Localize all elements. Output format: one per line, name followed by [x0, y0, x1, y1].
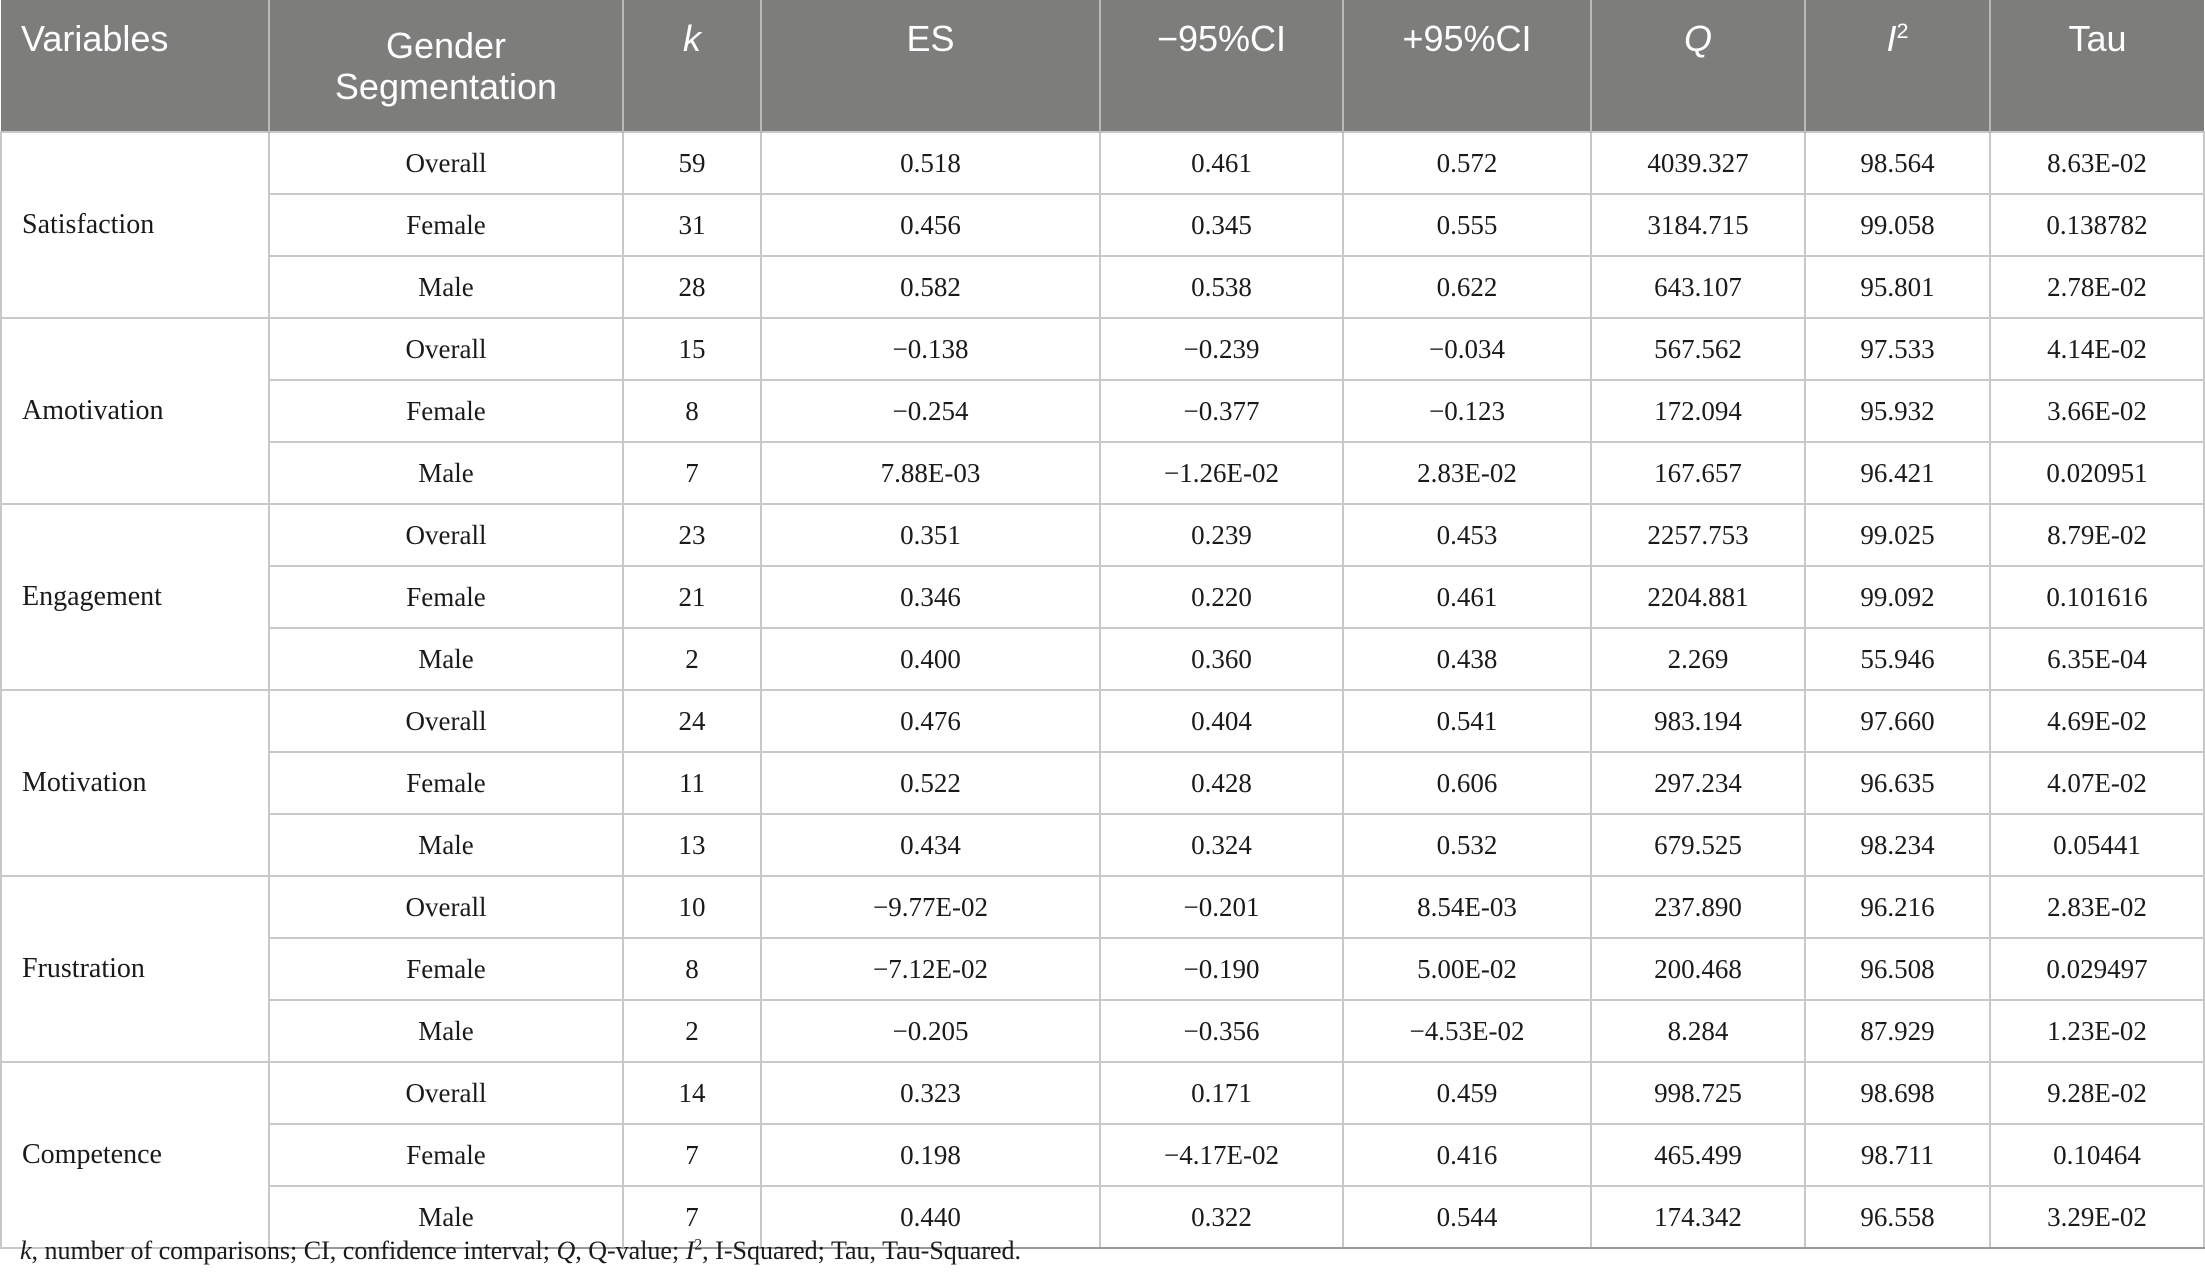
- cell-i2: 98.234: [1805, 814, 1990, 876]
- cell-ci-high: 0.453: [1343, 504, 1591, 566]
- cell-ci-low: 0.360: [1100, 628, 1343, 690]
- cell-segment: Female: [269, 1124, 623, 1186]
- cell-ci-low: 0.322: [1100, 1186, 1343, 1248]
- header-row: [1, 0, 2204, 132]
- cell-tau: 9.28E-02: [1990, 1062, 2204, 1124]
- cell-segment: Male: [269, 442, 623, 504]
- cell-tau: 0.020951: [1990, 442, 2204, 504]
- header-i2-superscript: 2: [1896, 18, 1909, 43]
- cell-es: 0.351: [761, 504, 1100, 566]
- cell-q: 2204.881: [1591, 566, 1805, 628]
- cell-es: 0.440: [761, 1186, 1100, 1248]
- cell-tau: 0.029497: [1990, 938, 2204, 1000]
- header-variables: Variables: [1, 0, 269, 132]
- variable-cell: Competence: [1, 1062, 269, 1248]
- cell-es: −0.254: [761, 380, 1100, 442]
- cell-segment: Male: [269, 256, 623, 318]
- header-k-label: k: [683, 18, 701, 59]
- cell-es: −9.77E-02: [761, 876, 1100, 938]
- cell-q: 643.107: [1591, 256, 1805, 318]
- header-gender-segmentation: [269, 0, 623, 132]
- header-es: ES: [761, 0, 1100, 132]
- cell-ci-high: 0.544: [1343, 1186, 1591, 1248]
- cell-ci-low: 0.428: [1100, 752, 1343, 814]
- footnote-i-superscript: 2: [694, 1236, 703, 1254]
- cell-ci-low: 0.404: [1100, 690, 1343, 752]
- cell-i2: 97.533: [1805, 318, 1990, 380]
- cell-i2: 99.058: [1805, 194, 1990, 256]
- cell-ci-low: 0.461: [1100, 132, 1343, 194]
- cell-tau: 3.29E-02: [1990, 1186, 2204, 1248]
- cell-q: 998.725: [1591, 1062, 1805, 1124]
- table-row: [1, 814, 2204, 876]
- cell-k: 11: [623, 752, 761, 814]
- cell-i2: 99.025: [1805, 504, 1990, 566]
- cell-k: 7: [623, 1186, 761, 1248]
- cell-i2: 96.216: [1805, 876, 1990, 938]
- cell-ci-low: 0.220: [1100, 566, 1343, 628]
- cell-ci-low: −0.356: [1100, 1000, 1343, 1062]
- header-q: [1591, 0, 1805, 132]
- cell-tau: 8.79E-02: [1990, 504, 2204, 566]
- cell-i2: 98.711: [1805, 1124, 1990, 1186]
- cell-tau: 0.138782: [1990, 194, 2204, 256]
- cell-tau: 0.10464: [1990, 1124, 2204, 1186]
- cell-q: 465.499: [1591, 1124, 1805, 1186]
- cell-i2: 98.698: [1805, 1062, 1990, 1124]
- cell-segment: Male: [269, 1000, 623, 1062]
- footnote-i-symbol: I: [685, 1236, 695, 1265]
- cell-q: 4039.327: [1591, 132, 1805, 194]
- table-row: [1, 380, 2204, 442]
- table-row: [1, 132, 2204, 194]
- cell-ci-low: −1.26E-02: [1100, 442, 1343, 504]
- cell-i2: 95.801: [1805, 256, 1990, 318]
- cell-ci-high: 8.54E-03: [1343, 876, 1591, 938]
- cell-q: 679.525: [1591, 814, 1805, 876]
- cell-tau: 0.101616: [1990, 566, 2204, 628]
- table-row: [1, 876, 2204, 938]
- header-i2: [1805, 0, 1990, 132]
- cell-tau: 4.07E-02: [1990, 752, 2204, 814]
- cell-k: 28: [623, 256, 761, 318]
- header-i2-label: I: [1886, 18, 1897, 59]
- cell-segment: Male: [269, 1186, 623, 1248]
- cell-i2: 96.508: [1805, 938, 1990, 1000]
- cell-tau: 6.35E-04: [1990, 628, 2204, 690]
- cell-q: 172.094: [1591, 380, 1805, 442]
- footnote-k-symbol: k: [20, 1236, 32, 1265]
- cell-segment: Female: [269, 566, 623, 628]
- cell-k: 23: [623, 504, 761, 566]
- variable-cell: Amotivation: [1, 318, 269, 504]
- cell-tau: 4.14E-02: [1990, 318, 2204, 380]
- table-row: [1, 690, 2204, 752]
- cell-i2: 96.421: [1805, 442, 1990, 504]
- cell-tau: 0.05441: [1990, 814, 2204, 876]
- cell-ci-high: 0.622: [1343, 256, 1591, 318]
- cell-ci-low: −0.201: [1100, 876, 1343, 938]
- cell-ci-high: 5.00E-02: [1343, 938, 1591, 1000]
- cell-ci-high: −4.53E-02: [1343, 1000, 1591, 1062]
- cell-es: 0.323: [761, 1062, 1100, 1124]
- cell-ci-high: −0.034: [1343, 318, 1591, 380]
- cell-q: 200.468: [1591, 938, 1805, 1000]
- cell-q: 8.284: [1591, 1000, 1805, 1062]
- cell-i2: 99.092: [1805, 566, 1990, 628]
- cell-es: 0.518: [761, 132, 1100, 194]
- cell-segment: Female: [269, 380, 623, 442]
- table-row: [1, 1062, 2204, 1124]
- cell-ci-high: 0.572: [1343, 132, 1591, 194]
- cell-ci-low: 0.239: [1100, 504, 1343, 566]
- table-row: [1, 318, 2204, 380]
- cell-ci-low: 0.345: [1100, 194, 1343, 256]
- cell-tau: 4.69E-02: [1990, 690, 2204, 752]
- cell-es: −7.12E-02: [761, 938, 1100, 1000]
- cell-k: 10: [623, 876, 761, 938]
- header-q-label: Q: [1683, 18, 1712, 59]
- cell-ci-high: 0.416: [1343, 1124, 1591, 1186]
- cell-ci-high: 0.461: [1343, 566, 1591, 628]
- table-body: [1, 132, 2204, 1248]
- cell-es: −0.205: [761, 1000, 1100, 1062]
- variable-cell: Motivation: [1, 690, 269, 876]
- footnote-q-text: , Q-value;: [575, 1236, 686, 1265]
- cell-q: 983.194: [1591, 690, 1805, 752]
- cell-k: 7: [623, 1124, 761, 1186]
- cell-segment: Overall: [269, 504, 623, 566]
- cell-ci-high: 0.555: [1343, 194, 1591, 256]
- cell-i2: 96.635: [1805, 752, 1990, 814]
- variable-cell: Satisfaction: [1, 132, 269, 318]
- cell-ci-low: −0.239: [1100, 318, 1343, 380]
- cell-k: 2: [623, 628, 761, 690]
- cell-k: 15: [623, 318, 761, 380]
- table-row: [1, 256, 2204, 318]
- cell-ci-high: 0.438: [1343, 628, 1591, 690]
- footnote-i-text: , I-Squared; Tau, Tau-Squared.: [702, 1236, 1022, 1265]
- cell-segment: Overall: [269, 318, 623, 380]
- cell-ci-high: 2.83E-02: [1343, 442, 1591, 504]
- cell-i2: 95.932: [1805, 380, 1990, 442]
- header-ci-low: −95%CI: [1100, 0, 1343, 132]
- cell-i2: 55.946: [1805, 628, 1990, 690]
- cell-segment: Overall: [269, 876, 623, 938]
- cell-k: 2: [623, 1000, 761, 1062]
- table-row: [1, 566, 2204, 628]
- cell-i2: 96.558: [1805, 1186, 1990, 1248]
- header-k: [623, 0, 761, 132]
- cell-segment: Male: [269, 628, 623, 690]
- cell-segment: Overall: [269, 1062, 623, 1124]
- header-tau: Tau: [1990, 0, 2204, 132]
- table-row: [1, 1000, 2204, 1062]
- variable-cell: Engagement: [1, 504, 269, 690]
- cell-es: 0.582: [761, 256, 1100, 318]
- cell-q: 237.890: [1591, 876, 1805, 938]
- cell-segment: Female: [269, 194, 623, 256]
- table-row: [1, 628, 2204, 690]
- cell-i2: 97.660: [1805, 690, 1990, 752]
- cell-tau: 2.78E-02: [1990, 256, 2204, 318]
- cell-es: 0.434: [761, 814, 1100, 876]
- table-row: [1, 752, 2204, 814]
- cell-k: 13: [623, 814, 761, 876]
- cell-ci-high: 0.541: [1343, 690, 1591, 752]
- footnote-k-text: , number of comparisons; CI, confidence interval;: [31, 1236, 557, 1265]
- variable-cell: Frustration: [1, 876, 269, 1062]
- table-row: [1, 194, 2204, 256]
- cell-tau: 2.83E-02: [1990, 876, 2204, 938]
- cell-ci-low: 0.171: [1100, 1062, 1343, 1124]
- cell-q: 2257.753: [1591, 504, 1805, 566]
- footnote-q-symbol: Q: [556, 1236, 576, 1265]
- cell-k: 59: [623, 132, 761, 194]
- cell-segment: Female: [269, 938, 623, 1000]
- header-gender-line1: Gender: [385, 24, 507, 66]
- cell-i2: 98.564: [1805, 132, 1990, 194]
- cell-es: 0.522: [761, 752, 1100, 814]
- cell-ci-high: 0.606: [1343, 752, 1591, 814]
- cell-segment: Overall: [269, 690, 623, 752]
- cell-es: 0.346: [761, 566, 1100, 628]
- cell-k: 21: [623, 566, 761, 628]
- cell-segment: Male: [269, 814, 623, 876]
- cell-q: 167.657: [1591, 442, 1805, 504]
- cell-k: 24: [623, 690, 761, 752]
- cell-k: 7: [623, 442, 761, 504]
- cell-k: 31: [623, 194, 761, 256]
- cell-ci-high: −0.123: [1343, 380, 1591, 442]
- cell-es: 0.476: [761, 690, 1100, 752]
- cell-ci-low: 0.324: [1100, 814, 1343, 876]
- cell-q: 297.234: [1591, 752, 1805, 814]
- cell-es: 0.198: [761, 1124, 1100, 1186]
- cell-segment: Overall: [269, 132, 623, 194]
- cell-ci-low: −4.17E-02: [1100, 1124, 1343, 1186]
- cell-ci-high: 0.532: [1343, 814, 1591, 876]
- table-row: [1, 1124, 2204, 1186]
- cell-q: 3184.715: [1591, 194, 1805, 256]
- cell-es: 0.400: [761, 628, 1100, 690]
- table-row: [1, 504, 2204, 566]
- cell-es: −0.138: [761, 318, 1100, 380]
- table-row: [1, 442, 2204, 504]
- table-row: [1, 938, 2204, 1000]
- cell-ci-low: −0.377: [1100, 380, 1343, 442]
- cell-es: 7.88E-03: [761, 442, 1100, 504]
- cell-ci-low: 0.538: [1100, 256, 1343, 318]
- cell-ci-low: −0.190: [1100, 938, 1343, 1000]
- cell-k: 8: [623, 938, 761, 1000]
- cell-k: 8: [623, 380, 761, 442]
- cell-q: 567.562: [1591, 318, 1805, 380]
- cell-i2: 87.929: [1805, 1000, 1990, 1062]
- cell-tau: 1.23E-02: [1990, 1000, 2204, 1062]
- header-gender-line2: Segmentation: [334, 65, 558, 107]
- cell-tau: 3.66E-02: [1990, 380, 2204, 442]
- cell-segment: Female: [269, 752, 623, 814]
- cell-tau: 8.63E-02: [1990, 132, 2204, 194]
- cell-q: 2.269: [1591, 628, 1805, 690]
- cell-es: 0.456: [761, 194, 1100, 256]
- cell-q: 174.342: [1591, 1186, 1805, 1248]
- table-header: [1, 0, 2204, 132]
- table-footnote: [20, 1236, 1021, 1266]
- header-ci-high: +95%CI: [1343, 0, 1591, 132]
- cell-k: 14: [623, 1062, 761, 1124]
- cell-ci-high: 0.459: [1343, 1062, 1591, 1124]
